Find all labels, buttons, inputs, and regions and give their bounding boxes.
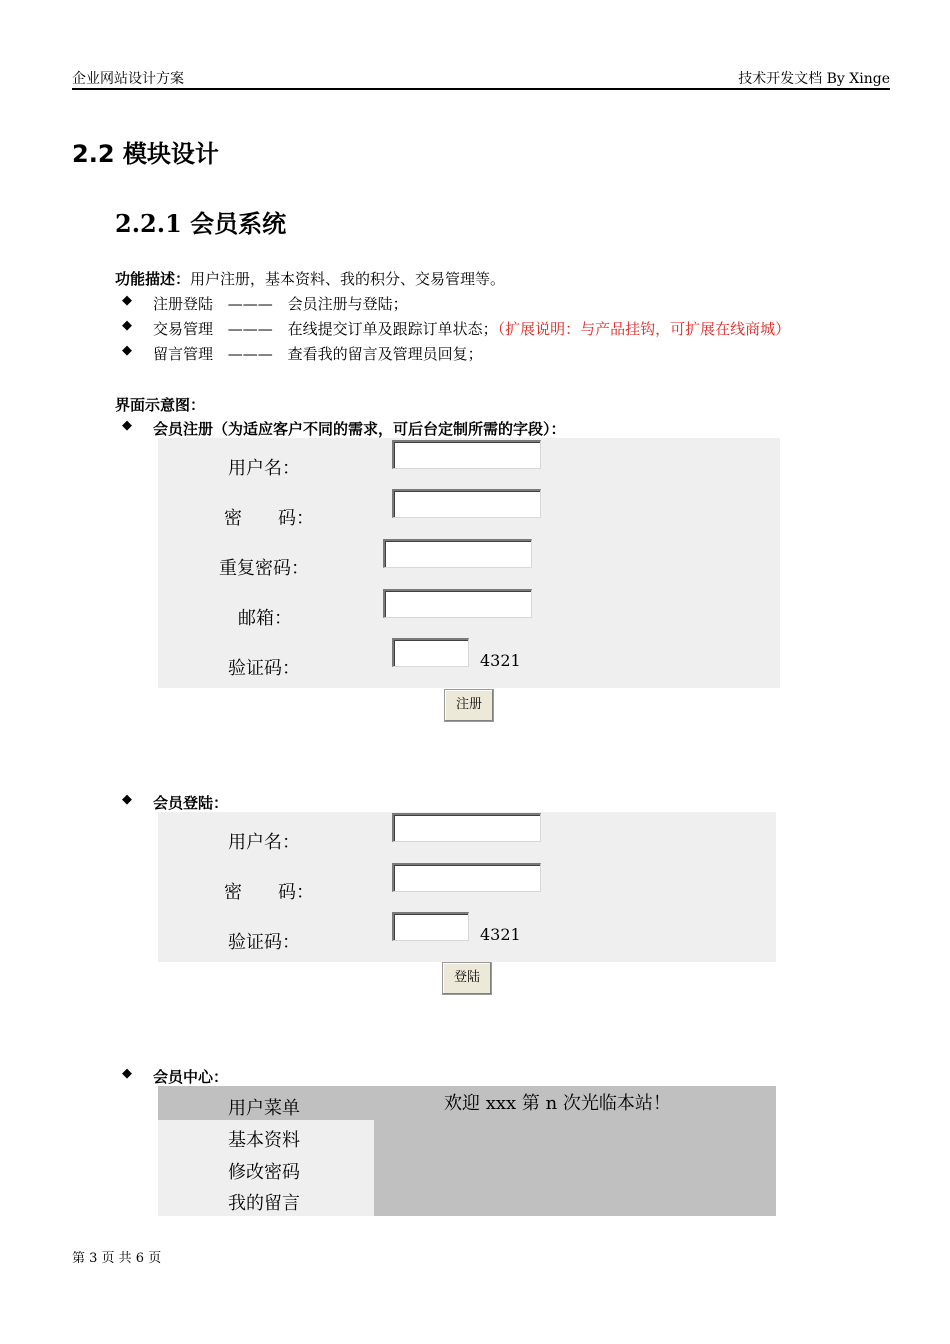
feature-desc: 会员注册与登陆； — [287, 295, 408, 313]
menu-item-my-messages[interactable]: 我的留言 — [228, 1193, 300, 1214]
bullet-diamond-icon: ◆ — [122, 418, 132, 433]
login-password-label: 密 码： — [224, 882, 314, 903]
feature-item — [153, 318, 790, 339]
user-menu — [158, 1120, 374, 1216]
register-username-label: 用户名： — [228, 458, 300, 479]
register-panel — [158, 438, 780, 688]
register-button[interactable]: 注册 — [444, 689, 494, 722]
register-repeat-password-label: 重复密码： — [219, 558, 309, 579]
bullet-diamond-icon: ◆ — [122, 293, 132, 308]
register-email-input[interactable] — [383, 589, 532, 618]
feature-desc: 查看我的留言及管理员回复； — [287, 345, 483, 363]
register-password-label: 密 码： — [224, 508, 314, 529]
login-panel — [158, 812, 776, 962]
feature-name: 注册登陆 — [153, 295, 214, 313]
register-captcha-code: 4321 — [480, 651, 521, 670]
register-email-label: 邮箱： — [238, 608, 292, 629]
login-captcha-label: 验证码： — [228, 932, 300, 953]
login-username-label: 用户名： — [228, 832, 300, 853]
login-captcha-input[interactable] — [392, 912, 469, 941]
feature-name: 交易管理 — [153, 320, 214, 338]
ui-section-label: 界面示意图： — [115, 396, 206, 414]
subsection-title: 2.2.1 会员系统 — [115, 209, 287, 238]
register-repeat-password-input[interactable] — [383, 539, 532, 568]
login-title: 会员登陆： — [153, 794, 229, 812]
menu-header: 用户菜单 — [228, 1098, 300, 1119]
member-center-panel — [158, 1086, 776, 1216]
welcome-message: 欢迎 xxx 第 n 次光临本站！ — [444, 1093, 671, 1114]
header-right: 技术开发文档 By Xinge — [738, 71, 890, 87]
header-left: 企业网站设计方案 — [72, 71, 184, 87]
register-username-input[interactable] — [392, 440, 541, 469]
bullet-diamond-icon: ◆ — [122, 1066, 132, 1081]
member-center-title: 会员中心： — [153, 1068, 229, 1086]
feature-dash: ——— — [227, 345, 273, 363]
bullet-diamond-icon: ◆ — [122, 318, 132, 333]
menu-item-profile[interactable]: 基本资料 — [228, 1130, 300, 1151]
page-footer: 第 3 页 共 6 页 — [72, 1251, 162, 1266]
header-rule — [72, 88, 890, 90]
feature-note: （扩展说明：与产品挂钩，可扩展在线商城） — [497, 320, 791, 338]
feature-item — [153, 293, 408, 314]
feature-dash: ——— — [227, 295, 273, 313]
feature-dash: ——— — [227, 320, 273, 338]
function-desc-text: 用户注册，基本资料、我的积分、交易管理等。 — [190, 270, 506, 288]
function-description — [115, 268, 505, 289]
register-password-input[interactable] — [392, 489, 541, 518]
feature-item — [153, 343, 483, 364]
login-username-input[interactable] — [392, 813, 541, 842]
bullet-diamond-icon: ◆ — [122, 343, 132, 358]
bullet-diamond-icon: ◆ — [122, 792, 132, 807]
feature-name: 留言管理 — [153, 345, 214, 363]
login-button[interactable]: 登陆 — [442, 962, 492, 995]
register-captcha-label: 验证码： — [228, 658, 300, 679]
section-title: 2.2 模块设计 — [72, 140, 219, 168]
feature-desc: 在线提交订单及跟踪订单状态； — [287, 320, 498, 338]
login-password-input[interactable] — [392, 863, 541, 892]
login-captcha-code: 4321 — [480, 925, 521, 944]
register-title: 会员注册（为适应客户不同的需求，可后台定制所需的字段）： — [153, 420, 566, 438]
register-captcha-input[interactable] — [392, 638, 469, 667]
menu-item-change-password[interactable]: 修改密码 — [228, 1162, 300, 1183]
function-desc-label: 功能描述： — [115, 270, 191, 288]
